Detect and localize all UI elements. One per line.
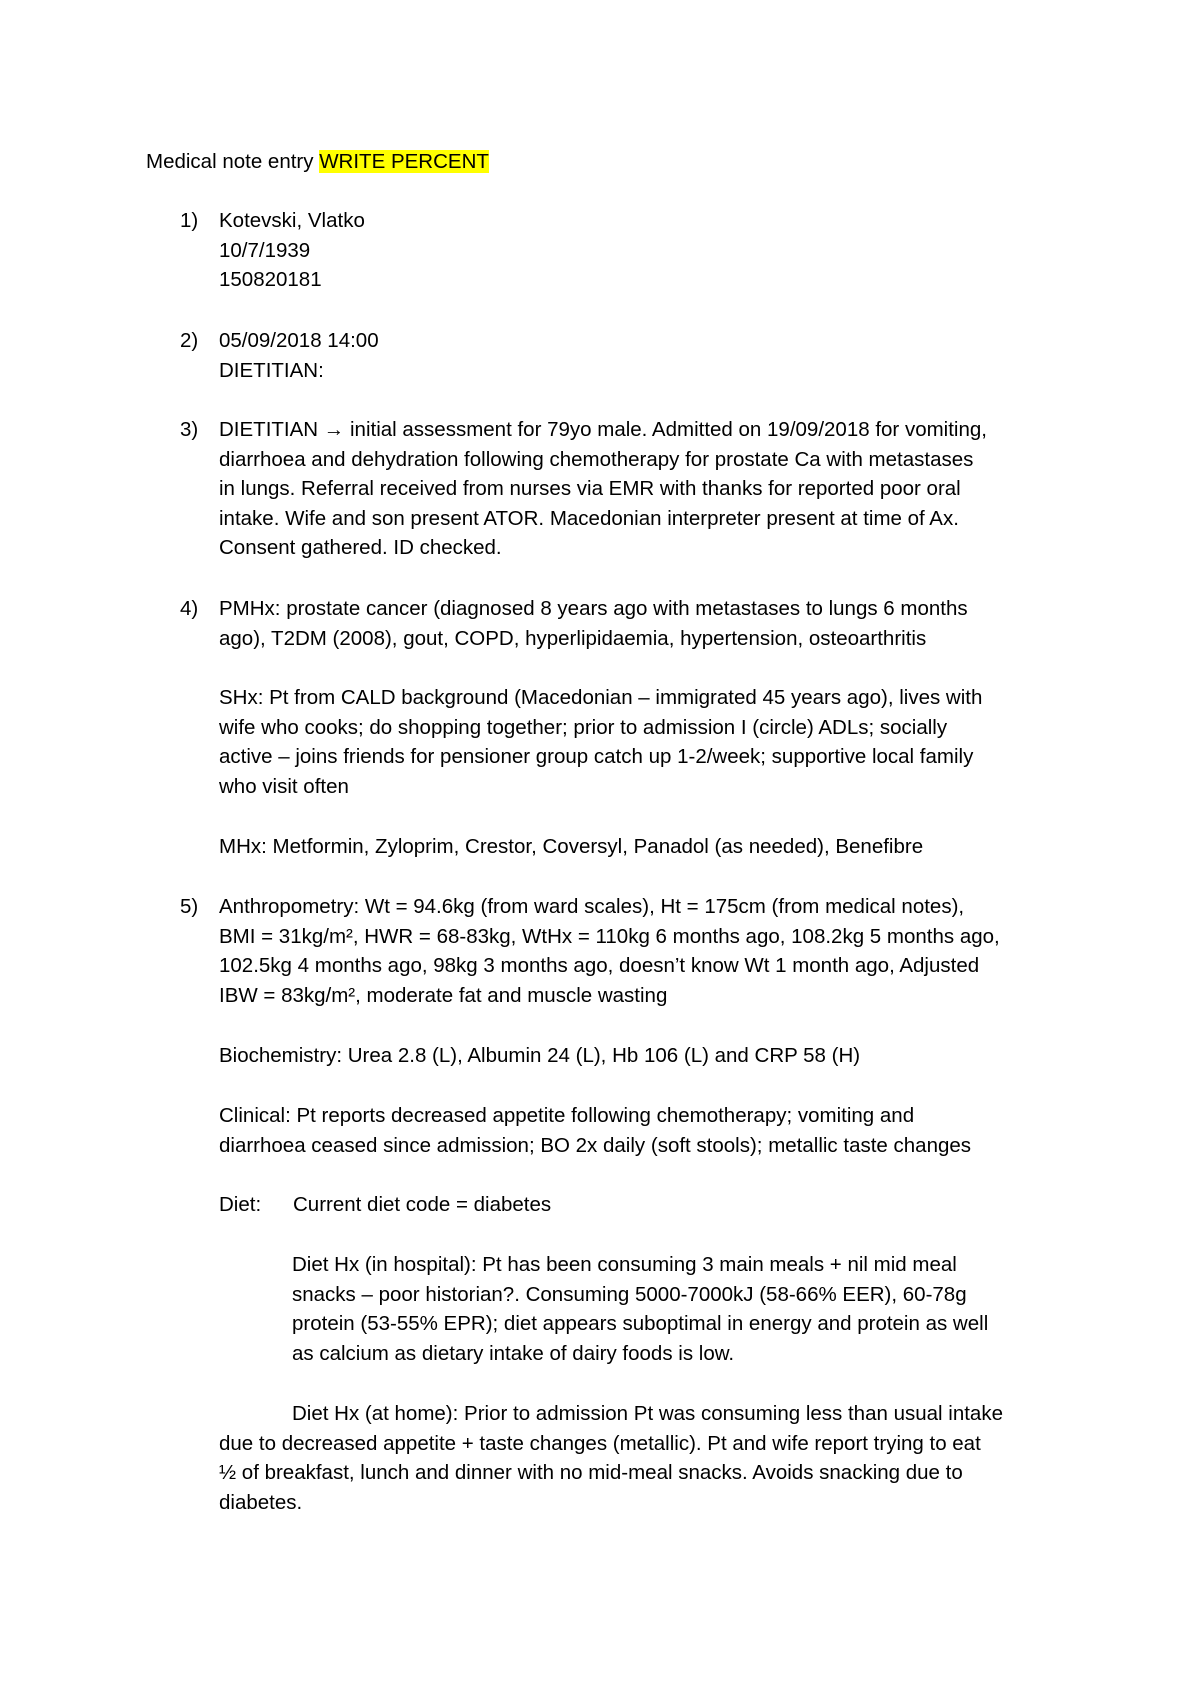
intro-line-2: diarrhoea and dehydration following chemotherapy for prostate Ca with metastases	[219, 447, 974, 471]
title-highlight: WRITE PERCENT	[319, 150, 489, 173]
anthro-line-2: BMI = 31kg/m², HWR = 68-83kg, WtHx = 110kg 6 months ago, 108.2kg 5 months ago,	[219, 924, 1000, 948]
entry-header	[219, 326, 1089, 385]
mhx-line: MHx: Metformin, Zyloprim, Crestor, Coversyl, Panadol (as needed), Benefibre	[219, 835, 924, 858]
shx-line-4: who visit often	[219, 774, 349, 798]
intro-line-3: in lungs. Referral received from nurses via EMR with thanks for reported poor oral	[219, 477, 961, 500]
pmhx-block	[219, 594, 1089, 653]
biochemistry-line: Biochemistry: Urea 2.8 (L), Albumin 24 (L), Hb 106 (L) and CRP 58 (H)	[219, 1044, 861, 1067]
shx-line-2: wife who cooks; do shopping together; prior to admission I (circle) ADLs; socially	[219, 715, 948, 739]
shx-block	[219, 683, 1089, 801]
home-line-4: diabetes.	[219, 1490, 303, 1514]
assessment-intro	[219, 415, 1089, 563]
diet-code: Current diet code = diabetes	[293, 1193, 552, 1216]
document-title	[146, 147, 489, 177]
diet-hx-hospital	[292, 1250, 1072, 1368]
anthro-line-3: 102.5kg 4 months ago, 98kg 3 months ago, doesn’t know Wt 1 month ago, Adjusted	[219, 954, 980, 977]
biochemistry-block	[219, 1041, 1089, 1071]
patient-dob: 10/7/1939	[219, 238, 311, 262]
clinical-line-1: Clinical: Pt reports decreased appetite following chemotherapy; vomiting and	[219, 1104, 915, 1127]
home-line-1: Diet Hx (at home): Prior to admission Pt was consuming less than usual intake	[292, 1402, 1003, 1425]
clinical-block	[219, 1101, 1089, 1160]
hospital-line-1: Diet Hx (in hospital): Pt has been consuming 3 main meals + nil mid meal	[292, 1253, 957, 1276]
home-line-3: ½ of breakfast, lunch and dinner with no mid-meal snacks. Avoids snacking due to	[219, 1461, 963, 1484]
intro-line-4: intake. Wife and son present ATOR. Macedonian interpreter present at time of Ax.	[219, 506, 959, 530]
item-number-3: 3)	[180, 418, 199, 441]
pmhx-line-2: ago), T2DM (2008), gout, COPD, hyperlipidaemia, hypertension, osteoarthritis	[219, 626, 927, 650]
intro-line-5: Consent gathered. ID checked.	[219, 536, 502, 559]
entry-role: DIETITIAN:	[219, 358, 324, 382]
patient-name: Kotevski, Vlatko	[219, 209, 365, 232]
mhx-block	[219, 832, 1089, 862]
diet-label: Diet:	[219, 1193, 262, 1216]
home-line-2: due to decreased appetite + taste changes (metallic). Pt and wife report trying to eat	[219, 1431, 981, 1455]
entry-datetime: 05/09/2018 14:00	[219, 329, 379, 352]
item-number-1: 1)	[180, 209, 199, 232]
anthropometry-block	[219, 892, 1089, 1010]
anthro-line-1: Anthropometry: Wt = 94.6kg (from ward scales), Ht = 175cm (from medical notes),	[219, 895, 965, 918]
pmhx-line-1: PMHx: prostate cancer (diagnosed 8 years ago with metastases to lungs 6 months	[219, 597, 968, 620]
arrow-right-icon: →	[323, 418, 345, 441]
hospital-line-3: protein (53-55% EPR); diet appears suboptimal in energy and protein as well	[292, 1312, 989, 1335]
shx-line-1: SHx: Pt from CALD background (Macedonian – immigrated 45 years ago), lives with	[219, 686, 983, 709]
item-number-5: 5)	[180, 895, 199, 918]
item-number-2: 2)	[180, 329, 199, 352]
patient-id: 150820181	[219, 268, 322, 291]
patient-details	[219, 206, 1089, 295]
anthro-line-4: IBW = 83kg/m², moderate fat and muscle wasting	[219, 983, 668, 1007]
diet-hx-home	[219, 1399, 1099, 1517]
hospital-line-4: as calcium as dietary intake of dairy foods is low.	[292, 1341, 735, 1365]
item-number-4: 4)	[180, 597, 199, 620]
clinical-line-2: diarrhoea ceased since admission; BO 2x daily (soft stools); metallic taste changes	[219, 1133, 972, 1157]
hospital-line-2: snacks – poor historian?. Consuming 5000-7000kJ (58-66% EER), 60-78g	[292, 1282, 967, 1306]
intro-line-1: DIETITIAN → initial assessment for 79yo male. Admitted on 19/09/2018 for vomiting,	[219, 418, 987, 441]
title-text: Medical note entry	[146, 150, 320, 173]
shx-line-3: active – joins friends for pensioner group catch up 1-2/week; supportive local family	[219, 745, 974, 768]
